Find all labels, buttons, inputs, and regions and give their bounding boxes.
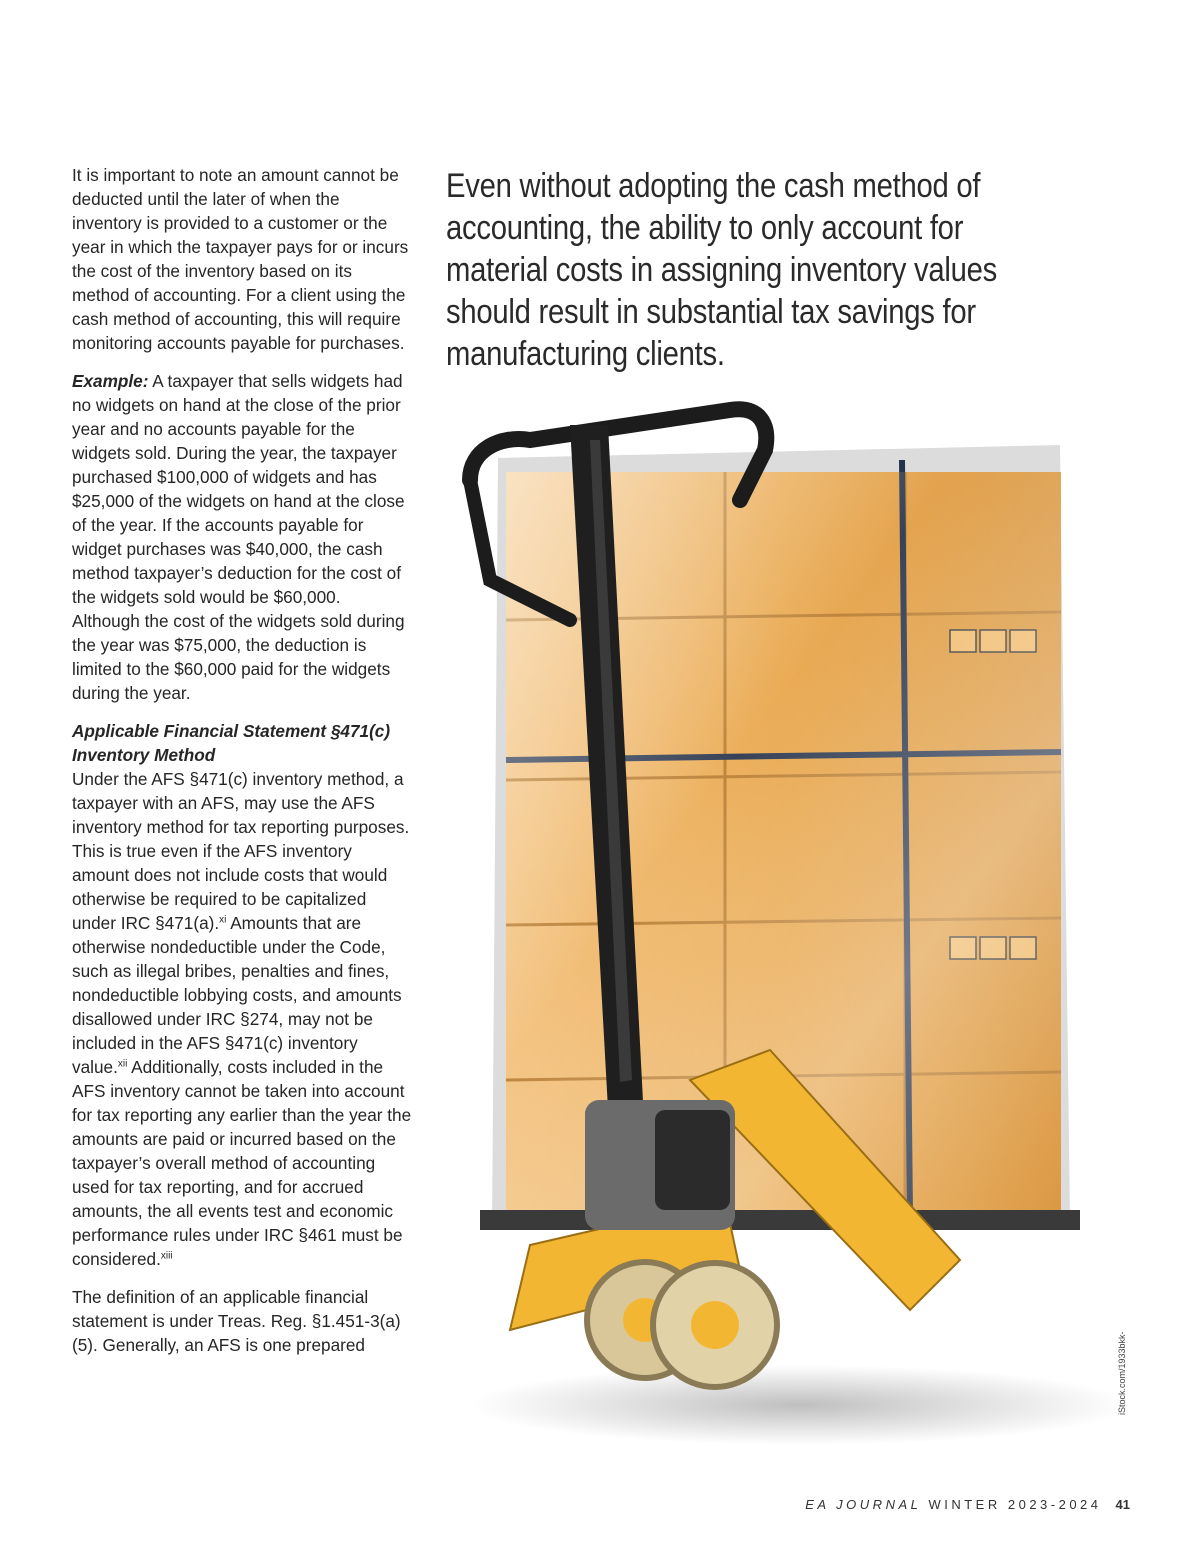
footnote-xi: xi [219, 914, 227, 926]
afs-text-a: Under the AFS §471(c) inventory method, a taxpayer with an AFS, may use the AFS inventory method for tax reporting purposes. This is true even if the AFS inventory amount does not include costs that would otherwise be required to be capitalized under IRC §471(a). [72, 769, 410, 933]
body-column [72, 163, 412, 1371]
paragraph-accounts-payable: It is important to note an amount cannot be deducted until the later of when the inventory is provided to a customer or the year in which the taxpayer pays for or incurs the cost of the inventory based on its method of accounting. For a client using the cash method of accounting, this will require monitoring accounts payable for purchases. [72, 165, 409, 353]
pallet-jack-photo [440, 380, 1140, 1460]
pull-quote: Even without adopting the cash method of accounting, the ability to only account for material costs in assigning inventory values should result in substantial tax savings for manufacturing clients. [446, 167, 997, 373]
afs-text-b: Amounts that are otherwise nondeductible under the Code, such as illegal bribes, penalties and fines, nondeductible lobbying costs, and amounts disallowed under IRC §274, may not be included in the AFS §471(c) inventory value. [72, 913, 402, 1077]
floor-shadow [470, 1365, 1130, 1445]
page-number: 41 [1115, 1497, 1130, 1512]
section-heading [72, 719, 412, 767]
footnote-xiii: xiii [160, 1250, 173, 1262]
section-heading-line1: Applicable Financial Statement §471(c) [72, 721, 391, 741]
journal-name: EA JOURNAL [805, 1497, 922, 1512]
example-label: Example: [72, 371, 149, 391]
paragraph-example [72, 369, 412, 705]
page-footer [805, 1497, 1130, 1512]
afs-text-c: Additionally, costs included in the AFS inventory cannot be taken into account for tax reporting any earlier than the year the amounts are paid or incurred based on the taxpayer’s overall method of accounting used for tax reporting, and for accrued amounts, the all events test and economic performance rules under IRC §461 must be considered. [72, 1057, 412, 1269]
example-text: A taxpayer that sells widgets had no widgets on hand at the close of the prior year and no accounts payable for the widgets sold. During the year, the taxpayer purchased $100,000 of widgets and has $25,000 of the widgets on hand at the close of the year. If the accounts payable for widget purchases was $40,000, the cash method taxpayer’s deduction for the cost of the widgets sold would be $60,000. Although the cost of the widgets sold during the year was $75,000, the deduction is limited to the $60,000 paid for the widgets during the year. [72, 371, 405, 703]
photo-credit: iStock.com/1933bkk- [1117, 1331, 1127, 1415]
paragraph-afs-definition: The definition of an applicable financial statement is under Treas. Reg. §1.451-3(a)(5). Generally, an AFS is one prepared [72, 1287, 401, 1355]
section-heading-line2: Inventory Method [72, 745, 216, 765]
wheels [587, 1262, 777, 1387]
footnote-xii: xii [117, 1058, 128, 1070]
paragraph-afs-method [72, 767, 412, 1271]
issue-label: WINTER 2023-2024 [921, 1497, 1102, 1512]
